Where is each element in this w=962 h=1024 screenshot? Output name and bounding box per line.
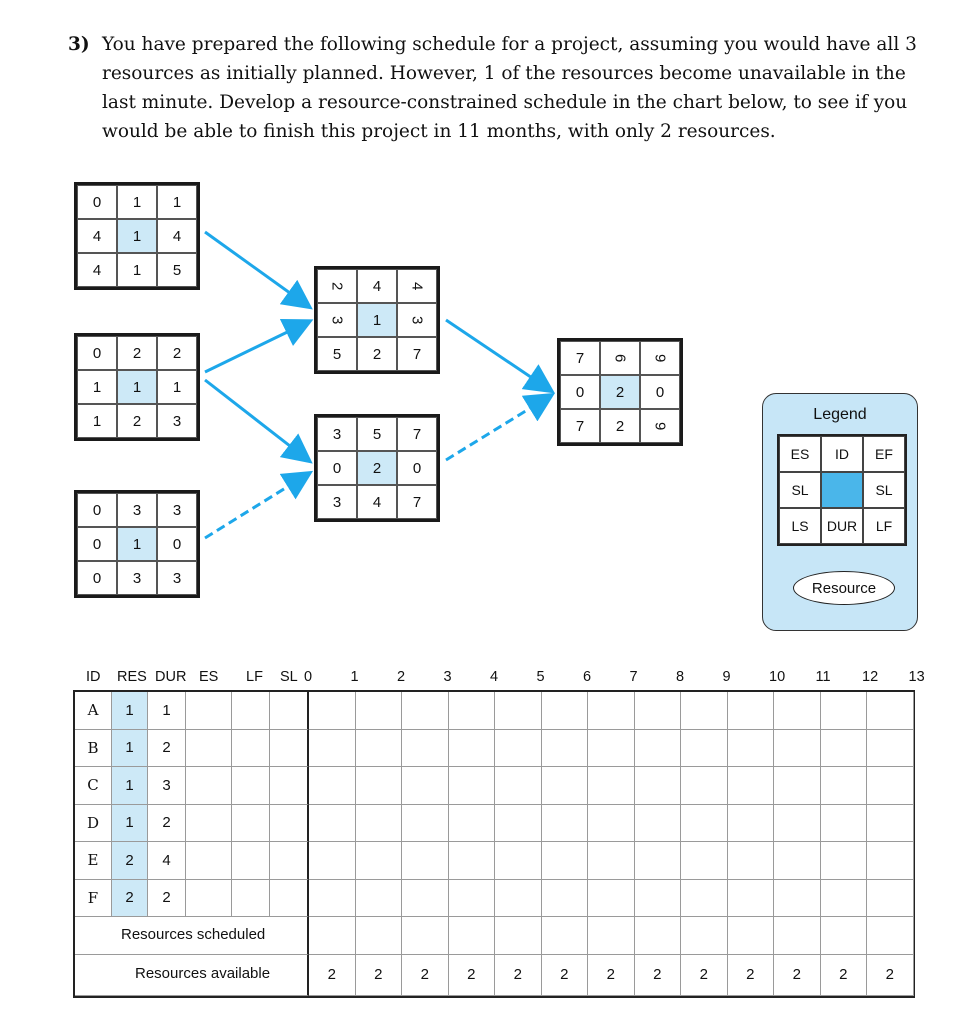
schedule-slot xyxy=(774,842,821,880)
resources-scheduled-slot xyxy=(309,917,356,955)
row-dur: 2 xyxy=(148,880,186,918)
time-label: 1 xyxy=(350,669,359,685)
schedule-slot xyxy=(495,880,542,918)
resources-scheduled-label: Resources scheduled xyxy=(121,926,266,943)
schedule-slot xyxy=(309,767,356,805)
time-label: 4 xyxy=(490,669,499,685)
node-cell: 4 xyxy=(157,219,197,253)
resources-available-value: 2 xyxy=(728,955,775,997)
node-cell: 3 xyxy=(117,493,157,527)
node-cell: 2 xyxy=(600,409,640,443)
schedule-slot xyxy=(635,692,682,730)
node-cell-id: 2 xyxy=(600,375,640,409)
table-cell xyxy=(270,805,309,843)
node-cell-id: 1 xyxy=(117,527,157,561)
schedule-slot xyxy=(309,730,356,768)
legend-cell: LS xyxy=(779,508,821,544)
node-cell: 0 xyxy=(157,527,197,561)
node-cell: 7 xyxy=(397,417,437,451)
schedule-slot xyxy=(635,730,682,768)
table-cell xyxy=(186,730,232,768)
node-cell: 0 xyxy=(77,185,117,219)
header-es: ES xyxy=(199,669,219,685)
row-res: 1 xyxy=(112,730,148,768)
table-cell xyxy=(232,730,270,768)
schedule-slot xyxy=(449,842,496,880)
node-cell: 3 xyxy=(157,493,197,527)
row-dur: 2 xyxy=(148,730,186,768)
legend-cell: ES xyxy=(779,436,821,472)
schedule-slot xyxy=(449,767,496,805)
table-cell xyxy=(186,805,232,843)
resources-available-value: 2 xyxy=(402,955,449,997)
schedule-slot xyxy=(821,842,868,880)
row-id: A xyxy=(75,692,112,730)
schedule-slot xyxy=(449,692,496,730)
row-id: C xyxy=(75,767,112,805)
schedule-slot xyxy=(588,805,635,843)
resources-scheduled-slot xyxy=(542,917,589,955)
table-cell xyxy=(270,880,309,918)
resources-scheduled-slot xyxy=(867,917,914,955)
arrow-d-f xyxy=(446,320,550,390)
node-cell: 2 xyxy=(157,336,197,370)
header-id: ID xyxy=(86,669,101,685)
schedule-slot xyxy=(774,805,821,843)
schedule-slot xyxy=(588,730,635,768)
schedule-slot xyxy=(635,842,682,880)
time-label: 2 xyxy=(397,669,406,685)
header-lf: LF xyxy=(246,669,263,685)
schedule-slot xyxy=(402,805,449,843)
table-cell xyxy=(270,767,309,805)
schedule-slot xyxy=(728,692,775,730)
resources-available-value: 2 xyxy=(309,955,356,997)
schedule-slot xyxy=(356,767,403,805)
schedule-slot xyxy=(728,730,775,768)
node-cell: 1 xyxy=(157,185,197,219)
schedule-slot xyxy=(867,730,914,768)
row-id: E xyxy=(75,842,112,880)
time-label: 7 xyxy=(629,669,638,685)
table-cell xyxy=(270,730,309,768)
schedule-slot xyxy=(635,767,682,805)
arrow-b-e xyxy=(205,380,308,460)
table-cell xyxy=(186,880,232,918)
schedule-slot xyxy=(681,767,728,805)
schedule-slot xyxy=(542,692,589,730)
schedule-slot xyxy=(774,692,821,730)
schedule-slot xyxy=(495,767,542,805)
time-label: 5 xyxy=(536,669,545,685)
node-cell-id: 1 xyxy=(357,303,397,337)
table-cell xyxy=(186,767,232,805)
node-cell: 4 xyxy=(357,269,397,303)
table-cell xyxy=(270,692,309,730)
resources-scheduled-slot xyxy=(449,917,496,955)
node-cell: 1 xyxy=(157,370,197,404)
node-cell: 0 xyxy=(77,527,117,561)
schedule-slot xyxy=(356,730,403,768)
resources-available-value: 2 xyxy=(542,955,589,997)
schedule-slot xyxy=(356,880,403,918)
schedule-slot xyxy=(867,692,914,730)
node-cell: 2 xyxy=(357,337,397,371)
resources-scheduled-slot xyxy=(356,917,403,955)
node-cell: 4 xyxy=(357,485,397,519)
schedule-slot xyxy=(356,842,403,880)
node-cell: 0 xyxy=(317,451,357,485)
legend-title: Legend xyxy=(813,406,867,423)
node-b xyxy=(74,333,200,441)
time-label: 3 xyxy=(443,669,452,685)
arrow-a-d xyxy=(205,232,308,306)
node-cell: 7 xyxy=(560,341,600,375)
row-dur: 3 xyxy=(148,767,186,805)
table-cell xyxy=(232,880,270,918)
node-cell: 2 xyxy=(117,404,157,438)
node-cell: 5 xyxy=(357,417,397,451)
header-dur: DUR xyxy=(155,669,187,685)
question-number: 3) xyxy=(68,34,90,55)
node-f xyxy=(557,338,683,446)
resources-scheduled-slot xyxy=(821,917,868,955)
node-cell: 3 xyxy=(117,561,157,595)
resources-scheduled-slot xyxy=(728,917,775,955)
resources-scheduled-slot xyxy=(495,917,542,955)
row-id: F xyxy=(75,880,112,918)
schedule-slot xyxy=(681,730,728,768)
schedule-slot xyxy=(681,880,728,918)
node-cell: 4 xyxy=(397,269,437,303)
node-cell: 0 xyxy=(77,561,117,595)
arrow-c-e xyxy=(205,474,308,538)
schedule-slot xyxy=(495,692,542,730)
schedule-slot xyxy=(635,805,682,843)
resources-available-value: 2 xyxy=(635,955,682,997)
schedule-slot xyxy=(821,880,868,918)
schedule-slot xyxy=(774,767,821,805)
legend-cell: LF xyxy=(863,508,905,544)
arrow-e-f xyxy=(446,396,550,460)
time-label: 11 xyxy=(815,669,831,685)
resources-scheduled-slot xyxy=(681,917,728,955)
node-cell: 0 xyxy=(640,375,680,409)
node-cell: 7 xyxy=(560,409,600,443)
time-label: 8 xyxy=(676,669,685,685)
schedule-slot xyxy=(588,880,635,918)
legend-grid xyxy=(777,434,907,546)
table-cell xyxy=(232,692,270,730)
schedule-slot xyxy=(588,692,635,730)
time-label: 9 xyxy=(722,669,731,685)
schedule-slot xyxy=(402,692,449,730)
header-res: RES xyxy=(117,669,147,685)
schedule-slot xyxy=(821,730,868,768)
schedule-slot xyxy=(402,842,449,880)
node-cell: 2 xyxy=(317,269,357,303)
schedule-slot xyxy=(449,805,496,843)
table-cell xyxy=(186,692,232,730)
row-res: 1 xyxy=(112,805,148,843)
resources-scheduled-slot xyxy=(774,917,821,955)
node-cell: 9 xyxy=(640,409,680,443)
schedule-slot xyxy=(449,730,496,768)
node-d xyxy=(314,266,440,374)
question-text: You have prepared the following schedule for a project, assuming you would have all 3 resources as initially planned. However, 1 of the resources become unavailable in the last minute. Develop a resource-constrained schedule in the chart below, to see if you would be able to finish this project in 11 months, with only 2 resources. xyxy=(102,34,917,142)
node-cell: 0 xyxy=(560,375,600,409)
time-label: 13 xyxy=(908,669,925,685)
schedule-slot xyxy=(728,767,775,805)
resources-available-value: 2 xyxy=(867,955,914,997)
node-cell: 9 xyxy=(640,341,680,375)
node-cell: 4 xyxy=(77,219,117,253)
node-cell: 2 xyxy=(117,336,157,370)
node-cell: 7 xyxy=(397,337,437,371)
schedule-slot xyxy=(681,842,728,880)
time-label: 12 xyxy=(862,669,879,685)
legend-cell: EF xyxy=(863,436,905,472)
legend-resource-oval: Resource xyxy=(793,571,895,605)
node-cell: 3 xyxy=(157,561,197,595)
schedule-slot xyxy=(635,880,682,918)
resources-available-value: 2 xyxy=(588,955,635,997)
resources-available-value: 2 xyxy=(449,955,496,997)
schedule-slot xyxy=(309,805,356,843)
schedule-slot xyxy=(867,842,914,880)
node-cell-id: 1 xyxy=(117,219,157,253)
schedule-table xyxy=(73,690,915,998)
table-cell xyxy=(270,842,309,880)
node-c xyxy=(74,490,200,598)
node-cell: 3 xyxy=(157,404,197,438)
row-res: 2 xyxy=(112,842,148,880)
schedule-slot xyxy=(402,767,449,805)
schedule-slot xyxy=(774,730,821,768)
resources-available-value: 2 xyxy=(356,955,403,997)
row-id: B xyxy=(75,730,112,768)
node-cell: 1 xyxy=(77,404,117,438)
schedule-slot xyxy=(449,880,496,918)
resources-available-value: 2 xyxy=(495,955,542,997)
node-cell: 3 xyxy=(397,303,437,337)
schedule-slot xyxy=(542,767,589,805)
schedule-slot xyxy=(867,767,914,805)
time-label: 0 xyxy=(304,669,313,685)
schedule-slot xyxy=(867,805,914,843)
row-dur: 1 xyxy=(148,692,186,730)
legend-cell: SL xyxy=(779,472,821,508)
node-cell: 5 xyxy=(317,337,357,371)
schedule-slot xyxy=(495,730,542,768)
resources-available-value: 2 xyxy=(774,955,821,997)
node-cell: 6 xyxy=(600,341,640,375)
resources-scheduled-slot xyxy=(635,917,682,955)
row-res: 2 xyxy=(112,880,148,918)
node-cell: 5 xyxy=(157,253,197,287)
schedule-slot xyxy=(821,692,868,730)
resources-available-value: 2 xyxy=(681,955,728,997)
node-cell: 0 xyxy=(77,336,117,370)
schedule-slot xyxy=(681,692,728,730)
schedule-slot xyxy=(542,730,589,768)
time-label: 10 xyxy=(769,669,786,685)
legend-box xyxy=(762,393,918,631)
table-cell xyxy=(186,842,232,880)
schedule-slot xyxy=(728,805,775,843)
node-cell: 7 xyxy=(397,485,437,519)
schedule-slot xyxy=(867,880,914,918)
node-cell: 1 xyxy=(117,185,157,219)
schedule-slot xyxy=(774,880,821,918)
schedule-slot xyxy=(495,842,542,880)
legend-cell: DUR xyxy=(821,508,863,544)
schedule-slot xyxy=(728,880,775,918)
resources-available-label: Resources available xyxy=(135,964,271,982)
schedule-slot xyxy=(821,767,868,805)
legend-cell: ID xyxy=(821,436,863,472)
node-cell: 0 xyxy=(397,451,437,485)
schedule-slot xyxy=(542,880,589,918)
schedule-slot xyxy=(681,805,728,843)
row-res: 1 xyxy=(112,692,148,730)
schedule-slot xyxy=(356,692,403,730)
node-cell-id: 1 xyxy=(117,370,157,404)
row-dur: 2 xyxy=(148,805,186,843)
node-cell: 4 xyxy=(77,253,117,287)
schedule-slot xyxy=(356,805,403,843)
schedule-slot xyxy=(402,730,449,768)
resources-scheduled-slot xyxy=(402,917,449,955)
schedule-slot xyxy=(309,880,356,918)
schedule-slot xyxy=(309,692,356,730)
schedule-slot xyxy=(542,842,589,880)
node-cell: 1 xyxy=(117,253,157,287)
legend-cell-resource xyxy=(821,472,863,508)
schedule-slot xyxy=(402,880,449,918)
row-id: D xyxy=(75,805,112,843)
node-e xyxy=(314,414,440,522)
node-cell: 0 xyxy=(77,493,117,527)
row-dur: 4 xyxy=(148,842,186,880)
node-cell: 3 xyxy=(317,303,357,337)
arrow-b-d xyxy=(205,322,308,372)
node-cell-id: 2 xyxy=(357,451,397,485)
resources-scheduled-slot xyxy=(588,917,635,955)
table-cell xyxy=(232,842,270,880)
node-a xyxy=(74,182,200,290)
schedule-slot xyxy=(495,805,542,843)
node-cell: 1 xyxy=(77,370,117,404)
table-cell xyxy=(232,767,270,805)
table-cell xyxy=(232,805,270,843)
node-cell: 3 xyxy=(317,417,357,451)
schedule-slot xyxy=(821,805,868,843)
row-res: 1 xyxy=(112,767,148,805)
schedule-slot xyxy=(588,842,635,880)
resources-available-value: 2 xyxy=(821,955,868,997)
legend-cell: SL xyxy=(863,472,905,508)
schedule-slot xyxy=(728,842,775,880)
node-cell: 3 xyxy=(317,485,357,519)
time-label: 6 xyxy=(583,669,592,685)
schedule-slot xyxy=(588,767,635,805)
schedule-slot xyxy=(542,805,589,843)
header-sl: SL xyxy=(280,669,298,685)
schedule-slot xyxy=(309,842,356,880)
